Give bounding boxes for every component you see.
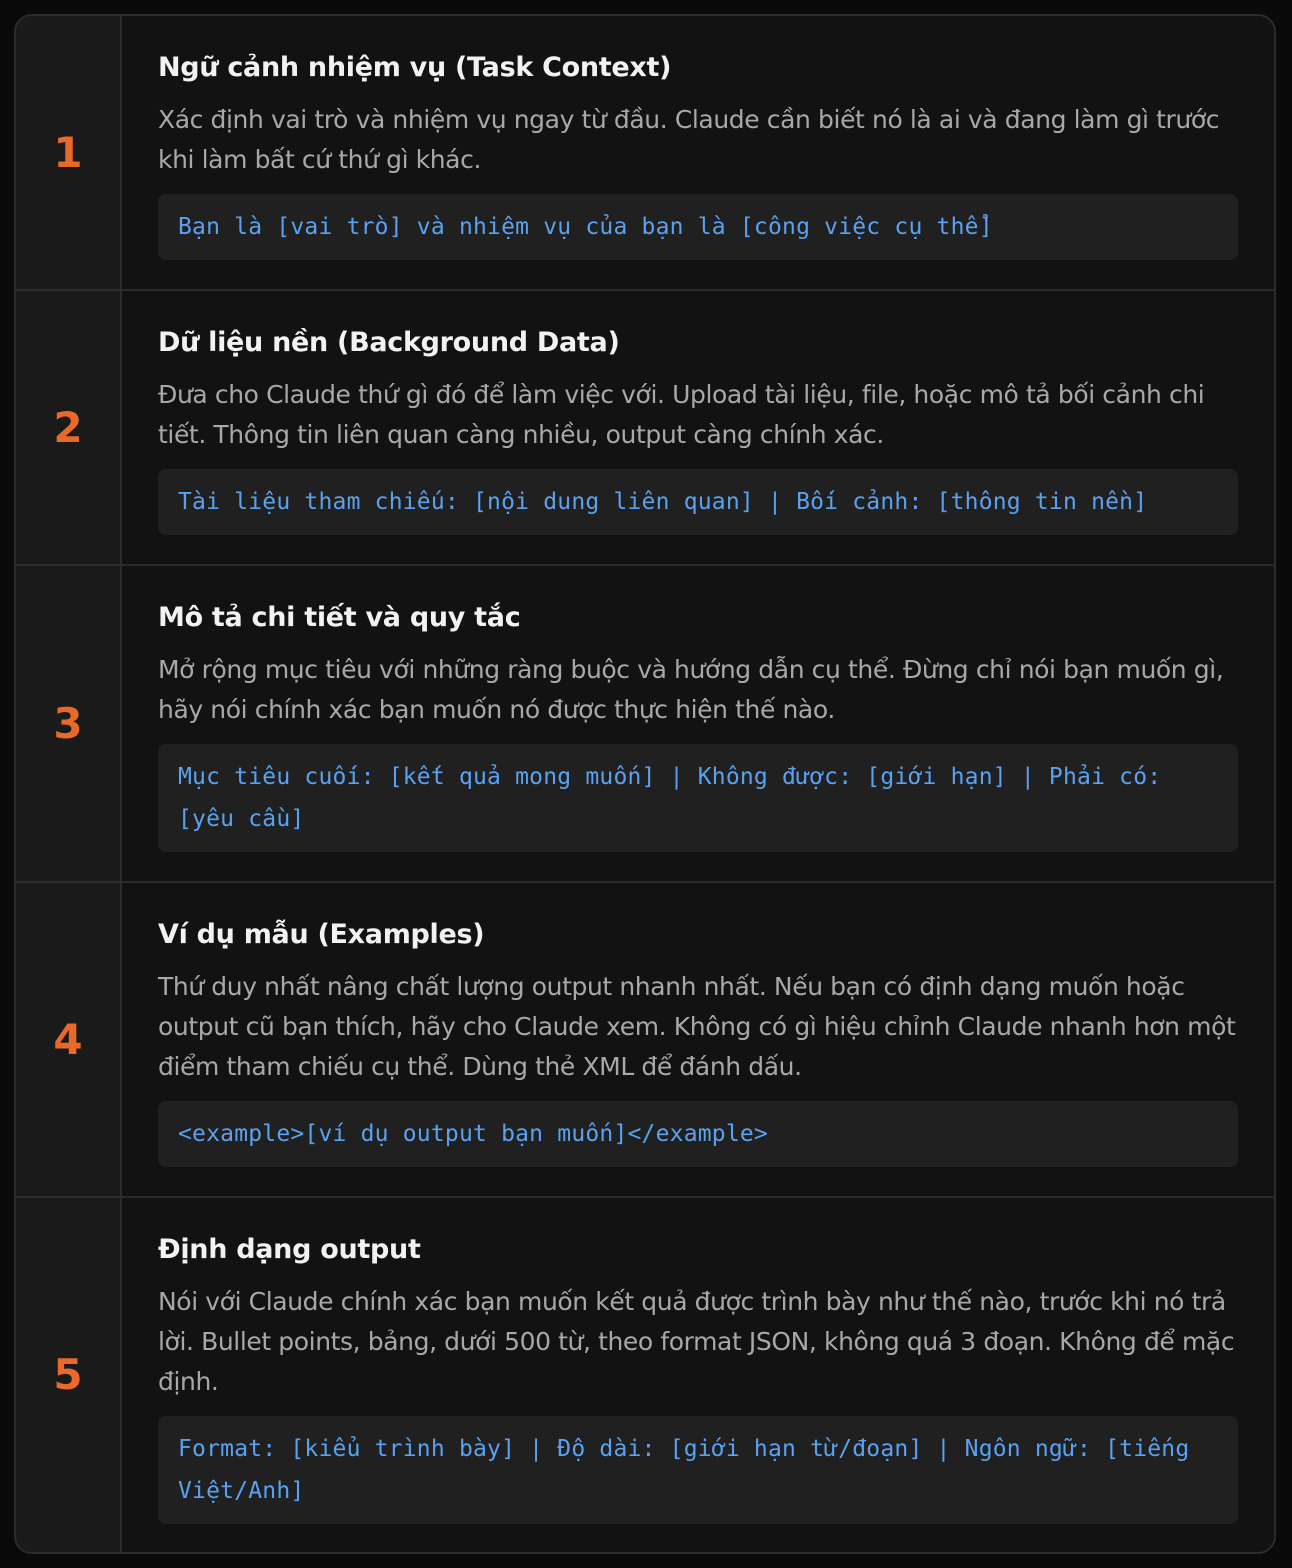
section-number-cell (16, 16, 122, 289)
section-number-cell (16, 883, 122, 1196)
section-row-3 (16, 564, 1274, 881)
section-number: 1 (53, 128, 83, 178)
section-code-example: Bạn là [vai trò] và nhiệm vụ của bạn là [công việc cụ thể] (158, 194, 1238, 260)
section-row-1 (16, 16, 1274, 289)
section-number-cell (16, 291, 122, 564)
section-content (122, 566, 1274, 881)
section-row-4 (16, 881, 1274, 1196)
section-title: Ví dụ mẫu (Examples) (158, 919, 485, 951)
section-description: Xác định vai trò và nhiệm vụ ngay từ đầu. Claude cần biết nó là ai và đang làm gì trước khi làm bất cứ thứ gì khác. (158, 105, 1220, 174)
prompt-structure-table (14, 14, 1276, 1554)
section-content (122, 291, 1274, 564)
section-code-example: Mục tiêu cuối: [kết quả mong muốn] | Không được: [giới hạn] | Phải có: [yêu cầu] (158, 744, 1238, 852)
section-number-cell (16, 1198, 122, 1552)
section-title: Định dạng output (158, 1233, 421, 1265)
section-number: 5 (53, 1350, 83, 1400)
section-title: Mô tả chi tiết và quy tắc (158, 602, 521, 634)
section-row-5 (16, 1196, 1274, 1552)
section-content (122, 883, 1274, 1196)
section-title: Dữ liệu nền (Background Data) (158, 327, 620, 359)
section-number: 2 (53, 403, 83, 453)
section-number: 3 (53, 699, 83, 749)
section-content (122, 1198, 1274, 1552)
section-number-cell (16, 566, 122, 881)
section-description: Nói với Claude chính xác bạn muốn kết quả được trình bày như thế nào, trước khi nó trả lời. Bullet points, bảng, dưới 500 từ, theo format JSON, không quá 3 đoạn. Không để mặc định. (158, 1286, 1235, 1396)
section-description: Mở rộng mục tiêu với những ràng buộc và hướng dẫn cụ thể. Đừng chỉ nói bạn muốn gì, hãy nói chính xác bạn muốn nó được thực hiện thế nào. (158, 655, 1224, 725)
section-description: Đưa cho Claude thứ gì đó để làm việc với. Upload tài liệu, file, hoặc mô tả bối cảnh chi tiết. Thông tin liên quan càng nhiều, output càng chính xác. (158, 380, 1205, 450)
section-title: Ngữ cảnh nhiệm vụ (Task Context) (158, 52, 672, 83)
section-number: 4 (53, 1015, 83, 1065)
section-row-2 (16, 289, 1274, 564)
section-description: Thứ duy nhất nâng chất lượng output nhanh nhất. Nếu bạn có định dạng muốn hoặc output cũ bạn thích, hãy cho Claude xem. Không có gì hiệu chỉnh Claude nhanh hơn một điểm tham chiếu cụ thể. Dùng thẻ XML để đánh dấu. (158, 972, 1236, 1082)
section-content (122, 16, 1274, 289)
section-code-example: Tài liệu tham chiếu: [nội dung liên quan] | Bối cảnh: [thông tin nền] (158, 469, 1238, 535)
section-code-example: Format: [kiểu trình bày] | Độ dài: [giới hạn từ/đoạn] | Ngôn ngữ: [tiếng Việt/Anh] (158, 1416, 1238, 1524)
section-code-example: <example>[ví dụ output bạn muốn]</example> (158, 1101, 1238, 1167)
